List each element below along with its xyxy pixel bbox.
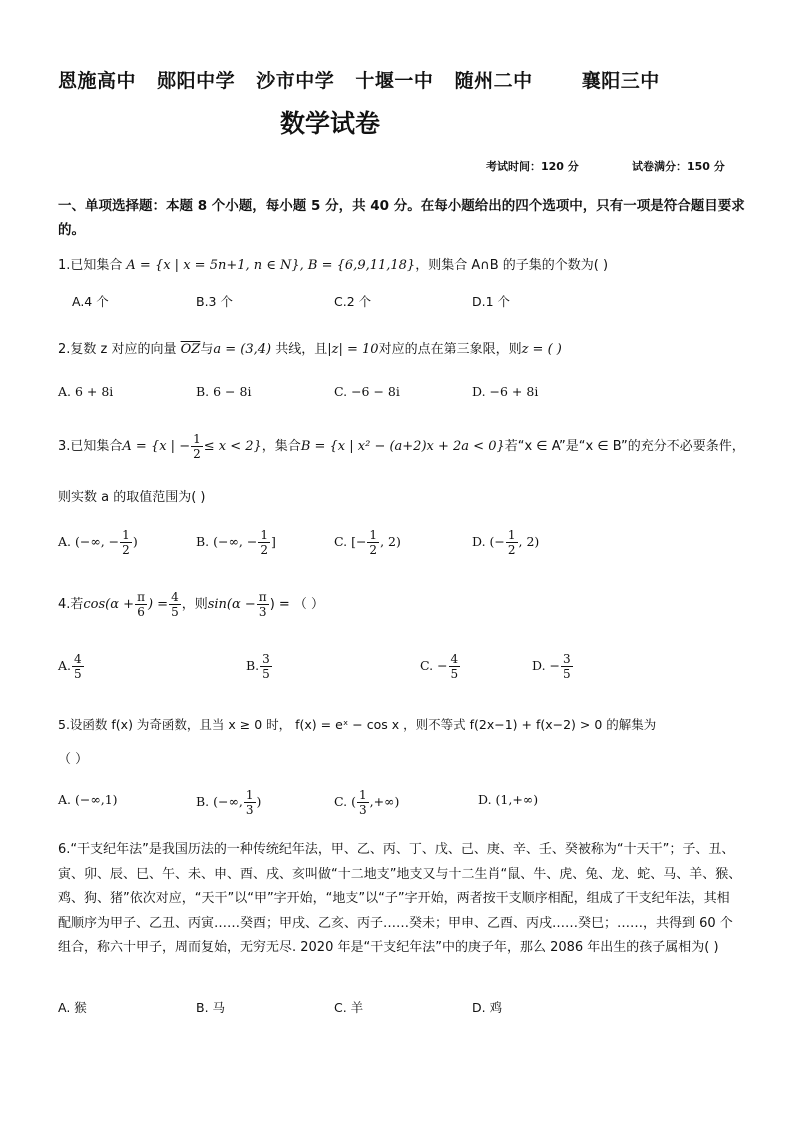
question-text: 与 [200,342,214,357]
option-b: B. (−∞, $\frac{1}{3}$ ) [196,788,262,817]
question-text: 2.复数 z 对应的向量 [58,342,177,357]
option-c: C. [− $\frac{1}{2}$ , 2) [334,528,401,557]
option-a: A. (−∞, − $\frac{1}{2}$ ) [58,528,138,557]
question-1 [58,254,608,273]
question-text: ，则集合 A∩B 的子集的个数为( ) [415,258,609,273]
question-text: ，则 [181,597,208,612]
option-b: B. 6 − 8i [196,384,252,399]
vector-oz: $\overline{OZ}$ [180,342,201,357]
question-text: ，集合 [261,439,301,454]
school-name: 沙市中学 [256,70,335,92]
question-6: 6.“干支纪年法”是我国历法的一种传统纪年法，甲、乙、丙、丁、戊、己、庚、辛、壬、癸被称为“十天干”；子、丑、寅、卯、辰、巳、午、未、申、酉、戌、亥叫做“十二地支”地支又与十二生肖“鼠、牛、虎、兔、龙、蛇、马、羊、猴、鸡、狗、猪”依次对应，“天干”以“甲”字开始，“地支”以“子”字开始，两者按干支顺序相配，组成了干支纪年法，其相配顺序为甲子、乙丑、丙寅……癸酉；甲戌、乙亥、丙子……癸未；甲申、乙酉、丙戌……癸巳；……，共得到 60 个组合，称六十甲子，周而复始，无穷无尽. 2020 年是“干支纪年法”中的庚子年，那么 2086 年出生的孩子属相为( ) [58,842,742,955]
option-c: C. 羊 [334,1000,364,1015]
question-text: 若“x ∈ A”是“x ∈ B”的充分不必要条件， [504,439,745,454]
school-list [58,66,660,93]
option-c: C. −6 − 8i [334,384,400,399]
option-a: A. 6 + 8i [58,384,114,399]
option-a: A. 猴 [58,1000,87,1015]
math-expression: cos(α + [83,597,135,612]
math-expression: ≤ x < 2} [203,439,262,454]
full-score: 试卷满分：150 分 [632,160,725,173]
option-d: D. −6 + 8i [472,384,539,399]
section-heading: 一、单项选择题：本题 8 个小题，每小题 5 分，共 40 分。在每小题给出的四个选项中，只有一项是符合题目要求的。 [58,198,745,238]
option-c: C. − $\frac{4}{5}$ [420,652,459,681]
option-d: D. − $\frac{3}{5}$ [532,652,571,681]
option-c: C. ( $\frac{1}{3}$ ,+∞) [334,788,400,817]
math-expression: B = {x | x² − (a+2)x + 2a < 0} [300,439,505,454]
question-text: 3.已知集合 [58,439,123,454]
question-2 [58,338,562,357]
question-text: 1.已知集合 [58,258,123,273]
question-5-line2: （ ） [58,752,89,767]
vector-a: a = (3,4) [213,342,272,357]
option-b: B. (−∞, − $\frac{1}{2}$ ] [196,528,276,557]
question-3 [58,432,745,461]
option-d: D. (1,+∞) [478,792,539,807]
page-title: 数学试卷 [280,109,381,138]
option-c: C.2 个 [334,294,372,309]
question-4 [58,590,324,619]
option-b: B. $\frac{3}{5}$ [246,652,270,681]
school-name: 随州二中 [454,70,533,92]
option-a: A.4 个 [72,294,109,309]
option-d: D.1 个 [472,294,511,309]
question-3-line2: 则实数 a 的取值范围为( ) [58,490,206,505]
math-expression: A = {x | x = 5n+1, n ∈ N}, B = {6,9,11,18} [126,258,416,273]
math-expression: A = {x | − [122,439,191,454]
exam-time: 考试时间：120 分 [486,160,579,173]
question-text: 共线，且 [275,342,328,357]
school-name: 襄阳三中 [581,70,660,92]
option-a: A. (−∞,1) [58,792,118,807]
option-a: A. $\frac{4}{5}$ [58,652,82,681]
school-name: 恩施高中 [58,70,137,92]
school-name: 十堰一中 [355,70,434,92]
fraction: $\frac{\pi}{6}$ [137,590,145,619]
option-d: D. 鸡 [472,1000,503,1015]
option-b: B. 马 [196,1000,226,1015]
math-expression: ) = [147,597,169,612]
school-name: 郧阳中学 [157,70,236,92]
fraction: $\frac{4}{5}$ [171,590,179,619]
math-expression: z = ( ) [521,342,562,357]
question-5: 5.设函数 f(x) 为奇函数，且当 x ≥ 0 时， f(x) = eˣ − cos x ，则不等式 f(2x−1) + f(x−2) > 0 的解集为 [58,717,657,732]
math-expression: sin(α − [207,597,256,612]
option-d: D. (− $\frac{1}{2}$ , 2) [472,528,540,557]
fraction: $\frac{\pi}{3}$ [258,590,267,619]
question-text: ) = （ ） [269,597,325,612]
fraction: $\frac{1}{2}$ [193,432,201,461]
math-expression: |z| = 10 [327,342,379,357]
option-b: B.3 个 [196,294,233,309]
question-text: 4.若 [58,597,84,612]
question-text: 对应的点在第三象限，则 [378,342,522,357]
